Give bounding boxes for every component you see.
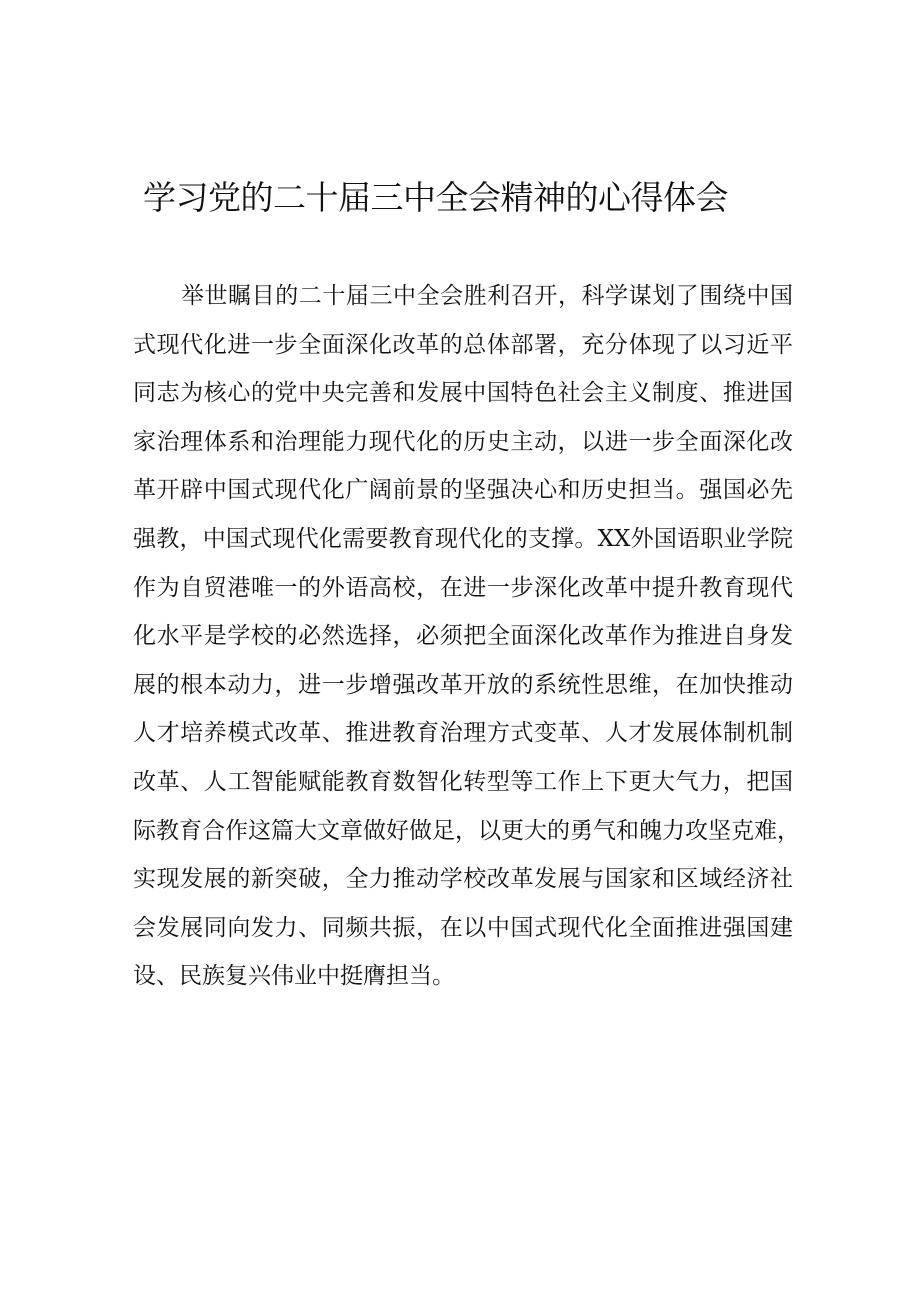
body-line: 式现代化进一步全面深化改革的总体部署，充分体现了以习近平: [133, 331, 793, 358]
body-line: 化水平是学校的必然选择，必须把全面深化改革作为推进自身发: [133, 623, 793, 650]
body-line: 展的根本动力，进一步增强改革开放的系统性思维，在加快推动: [133, 671, 793, 698]
body-line: 改革、人工智能赋能教育数智化转型等工作上下更大气力，把国: [133, 768, 793, 795]
body-line: 人才培养模式改革、推进教育治理方式变革、人才发展体制机制: [133, 720, 793, 747]
document-body: [133, 272, 800, 1001]
body-line: 家治理体系和治理能力现代化的历史主动，以进一步全面深化改: [133, 428, 793, 455]
body-line: 同志为核心的党中央完善和发展中国特色社会主义制度、推进国: [133, 380, 793, 407]
body-line: 强教，中国式现代化需要教育现代化的支撑。XX外国语职业学院: [133, 525, 793, 552]
body-line: 际教育合作这篇大文章做好做足，以更大的勇气和魄力攻坚克难，: [133, 817, 800, 844]
body-line: 举世瞩目的二十届三中全会胜利召开，科学谋划了围绕中国: [181, 283, 793, 309]
body-line: 会发展同向发力、同频共振，在以中国式现代化全面推进强国建: [133, 914, 793, 941]
body-line: 作为自贸港唯一的外语高校，在进一步深化改革中提升教育现代: [133, 574, 793, 601]
body-line: 革开辟中国式现代化广阔前景的坚强决心和历史担当。强国必先: [133, 477, 793, 504]
body-line: 实现发展的新突破，全力推动学校改革发展与国家和区域经济社: [133, 866, 793, 893]
body-line: 设、民族复兴伟业中挺膺担当。: [133, 963, 455, 990]
document-title: 学习党的二十届三中全会精神的心得体会: [143, 178, 728, 217]
